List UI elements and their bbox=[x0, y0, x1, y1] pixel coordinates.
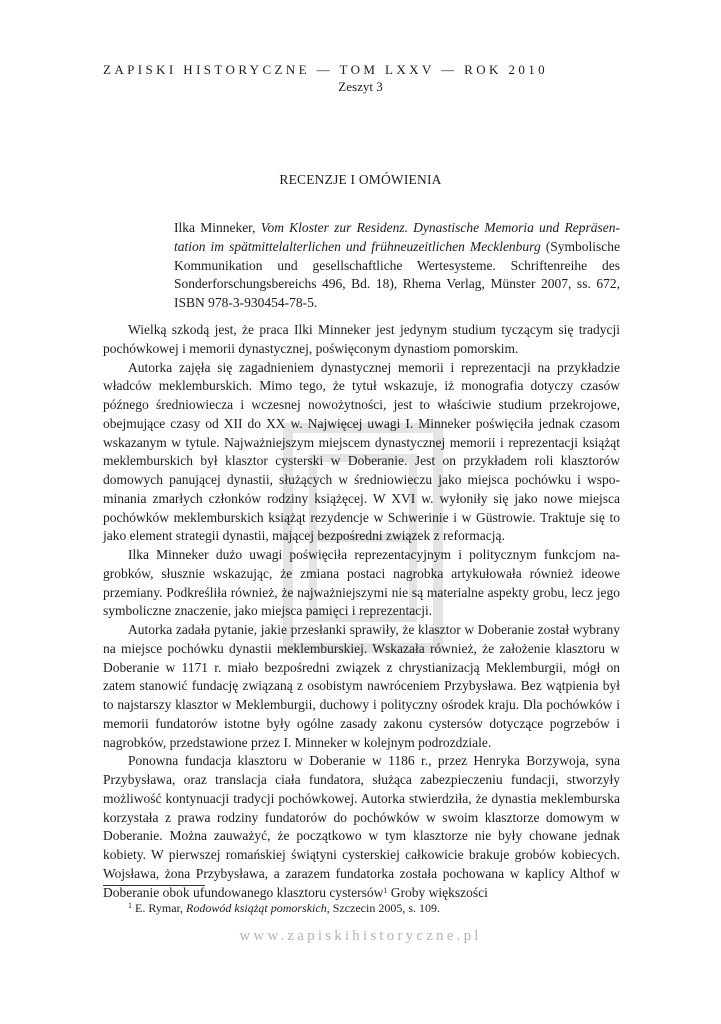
website-watermark: www.zapiskihistoryczne.pl bbox=[239, 928, 482, 944]
journal-header: ZAPISKI HISTORYCZNE — TOM LXXV — ROK 2010 bbox=[103, 62, 549, 77]
paragraph bbox=[103, 752, 620, 902]
footnote-title: Rodowód książąt pomorskich bbox=[186, 901, 327, 915]
footnote-divider bbox=[103, 885, 205, 886]
paragraph: Wielką szkodą jest, że praca Ilki Minneker jest jedynym studium tyczącym się tradycji pochówkowej i memorii dynastycznej, poświęconym dynastiom pomorskim. bbox=[103, 322, 620, 356]
reviewed-details: (Symbolische Kommunikation und gesellschaftliche Wertesysteme. Schriftenreihe des Sonderforschungsbereichs 496, Bd. 18), Rhema Verlag, Münster 2007, ss. 672, ISBN 978-3-930454-78-5. bbox=[174, 238, 620, 311]
section-title: RECENZJE I OMÓWIENIA bbox=[279, 172, 442, 187]
paragraph: Ilka Minneker dużo uwagi poświęciła reprezentacyjnym i politycznym funkcjom nagrobków, słusznie wskazując, że zmiana postaci nagrobka artykułowała również ideowe przemiany. Podkreśliła również, że najważniejszymi nie są materialne aspekty grobu, lecz jego symboliczne znaczenie, jako miejsca pamięci i reprezentacji. bbox=[103, 547, 620, 619]
reviewed-title: Vom Kloster zur Residenz. Dynastische Memoria und Repräsentation im spätmittelalterlichen und frühneuzeitlichen Mecklenburg bbox=[174, 220, 620, 254]
footnote-author: E. Rymar, bbox=[132, 901, 187, 915]
footnote-reference[interactable]: 1 bbox=[383, 885, 388, 895]
paragraph: Autorka zadała pytanie, jakie przesłanki sprawiły, że klasztor w Doberanie został wybrany na miejsce pochówku dynastii meklemburskiej. Wskazała również, że założenie klasztoru w Doberanie w 1171 r. miało bezpośredni związek z chrystianizacją Meklemburgii, mógł on zatem stanowić fundację związaną z osobistym nawróceniem Przybysława. Bez wątpienia był to najstarszy klasztor w Meklemburgii, duchowy i polityczny ośrodek kraju. Dla pochówków i memorii fundatorów istotne były ogólne zasady zakonu cystersów dotyczące pogrzebów i nagrobków, przedstawione przez I. Minneker w kolejnym podrozdziale. bbox=[103, 622, 620, 750]
paragraph-tail: Groby większości bbox=[387, 884, 488, 900]
review-body bbox=[103, 321, 620, 902]
footnote-details: , Szczecin 2005, s. 109. bbox=[326, 901, 441, 915]
footnote-number: 1 bbox=[128, 901, 132, 910]
issue-number: Zeszyt 3 bbox=[338, 79, 383, 94]
paragraph-text: Ponowna fundacja klasztoru w Doberanie w 1186 r., przez Henryka Borzywoja, syna Przybysława, oraz translacja ciała fundatora, służąca zabezpieczeniu fundacji, stworzyły możliwość kontynuacji tradycji pochówkowej. Autorka stwierdziła, że dynastia meklemburska korzystała z prawa rodziny fundatorów do pochówków w swoim klasztorze domowym w Doberanie. Można zauważyć, że początkowo w tym klasztorze nie były chowane jednak kobiety. W pierwszej romańskiej świątyni cysterskiej całkowicie brakuje grobów kobiecych. Wojsława, żona Przybysława, a zarazem fundatorka została pochowana w kaplicy Althof w Doberanie obok ufundowanego klasztoru cystersów bbox=[103, 753, 620, 900]
paragraph: Autorka zajęła się zagadnieniem dynastycznej memorii i reprezentacji na przykładzie władców meklemburskich. Mimo tego, że tytuł wskazuje, iż monografia dotyczy czasów późnego średniowiecza i wczesnej nowożytności, jest to właściwie studium przekrojowe, obejmujące czasy od XII do XX w. Najwięcej uwagi I. Minneker poświęciła jednak czasom wskazanym w tytule. Najważniejszym miejscem dynastycznej memorii i reprezentacji książąt meklemburskich był klasztor cysterski w Doberanie. Jest on przykładem roli klasztorów domowych panującej dynastii, służących w średniowieczu jako miejsca pochówku i wspominania zmarłych członków rodziny książęcej. W XVI w. wyłoniły się jako nowe miejsca pochówków meklemburskich książąt rezydencje w Schwerinie i w Güstrowie. Traktuje się to jako element strategii dynastii, mającej bezpośredni związek z reformacją. bbox=[103, 359, 620, 544]
bibliographic-entry bbox=[174, 219, 620, 313]
reviewed-author: Ilka Minneker, bbox=[174, 220, 261, 235]
footnote bbox=[128, 901, 440, 916]
